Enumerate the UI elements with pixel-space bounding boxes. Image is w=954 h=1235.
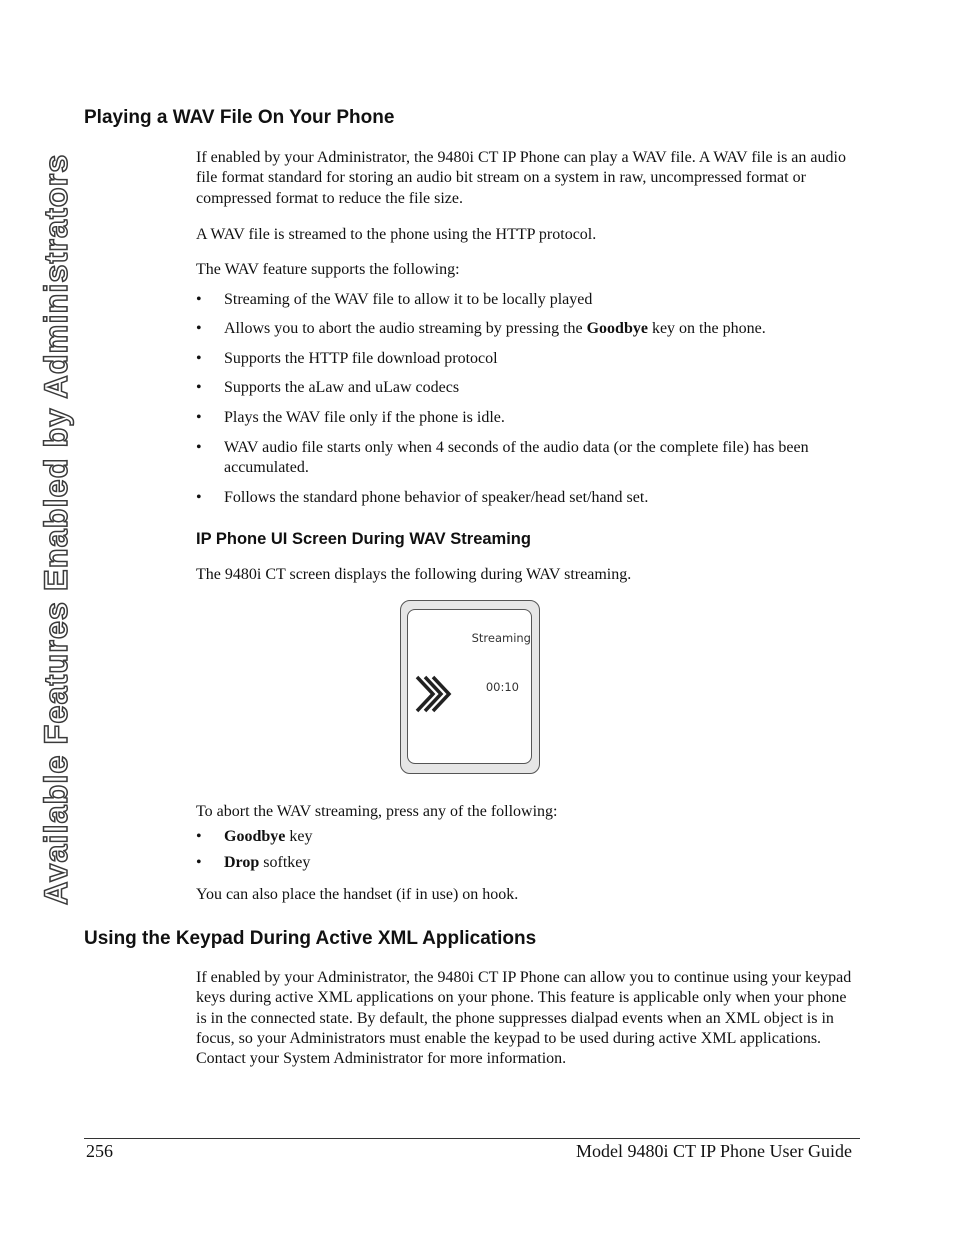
handset-note-paragraph: You can also place the handset (if in use) on hook. <box>196 886 519 903</box>
wav-intro-paragraph: If enabled by your Administrator, the 9480i CT IP Phone can play a WAV file. A WAV file is an audio file format standard for storing an audio bit stream on a system in raw, uncompressed format or compressed format to reduce the file size. <box>196 149 846 207</box>
side-tab-title: Available Features Enabled by Administrators <box>38 153 74 905</box>
subsection-heading-ui-screen: IP Phone UI Screen During WAV Streaming <box>196 530 531 548</box>
wav-http-paragraph: A WAV file is streamed to the phone using the HTTP protocol. <box>196 226 597 243</box>
list-item: • Plays the WAV file only if the phone is idle. <box>196 409 505 426</box>
phone-screen-illustration <box>400 600 540 774</box>
list-item: • Goodbye key <box>196 828 313 845</box>
abort-intro-paragraph: To abort the WAV streaming, press any of the following: <box>196 803 558 820</box>
stream-timer: 00:10 <box>485 680 519 694</box>
list-item: • Streaming of the WAV file to allow it to be locally played <box>196 291 593 308</box>
screen-intro-paragraph: The 9480i CT screen displays the following during WAV streaming. <box>196 566 632 583</box>
section-heading-wav: Playing a WAV File On Your Phone <box>84 107 395 128</box>
section-heading-keypad-xml: Using the Keypad During Active XML Applications <box>84 928 537 949</box>
footer-divider <box>84 1138 860 1139</box>
streaming-status-label: Streaming <box>471 631 531 645</box>
wav-supports-paragraph: The WAV feature supports the following: <box>196 261 460 278</box>
list-item: • Allows you to abort the audio streaming by pressing the Goodbye key on the phone. <box>196 320 766 337</box>
list-item: • WAV audio file starts only when 4 seconds of the audio data (or the complete file) has been accumulated. <box>196 439 809 477</box>
fast-forward-chevrons-icon <box>414 674 452 714</box>
list-item: • Supports the HTTP file download protocol <box>196 350 498 367</box>
list-item: • Follows the standard phone behavior of speaker/head set/hand set. <box>196 489 649 506</box>
list-item: • Supports the aLaw and uLaw codecs <box>196 379 460 396</box>
page-number: 256 <box>86 1141 113 1161</box>
keypad-xml-paragraph: If enabled by your Administrator, the 9480i CT IP Phone can allow you to continue using your keypad keys during active XML applications on your phone. This feature is applicable only when your phone is in the connected state. By default, the phone suppresses dialpad events when an XML object is in focus, so your Administrators must enable the keypad to be used during active XML applications. Contact your System Administrator for more information. <box>196 969 852 1068</box>
guide-title: Model 9480i CT IP Phone User Guide <box>576 1141 852 1161</box>
phone-display <box>407 609 532 764</box>
list-item: • Drop softkey <box>196 854 311 871</box>
